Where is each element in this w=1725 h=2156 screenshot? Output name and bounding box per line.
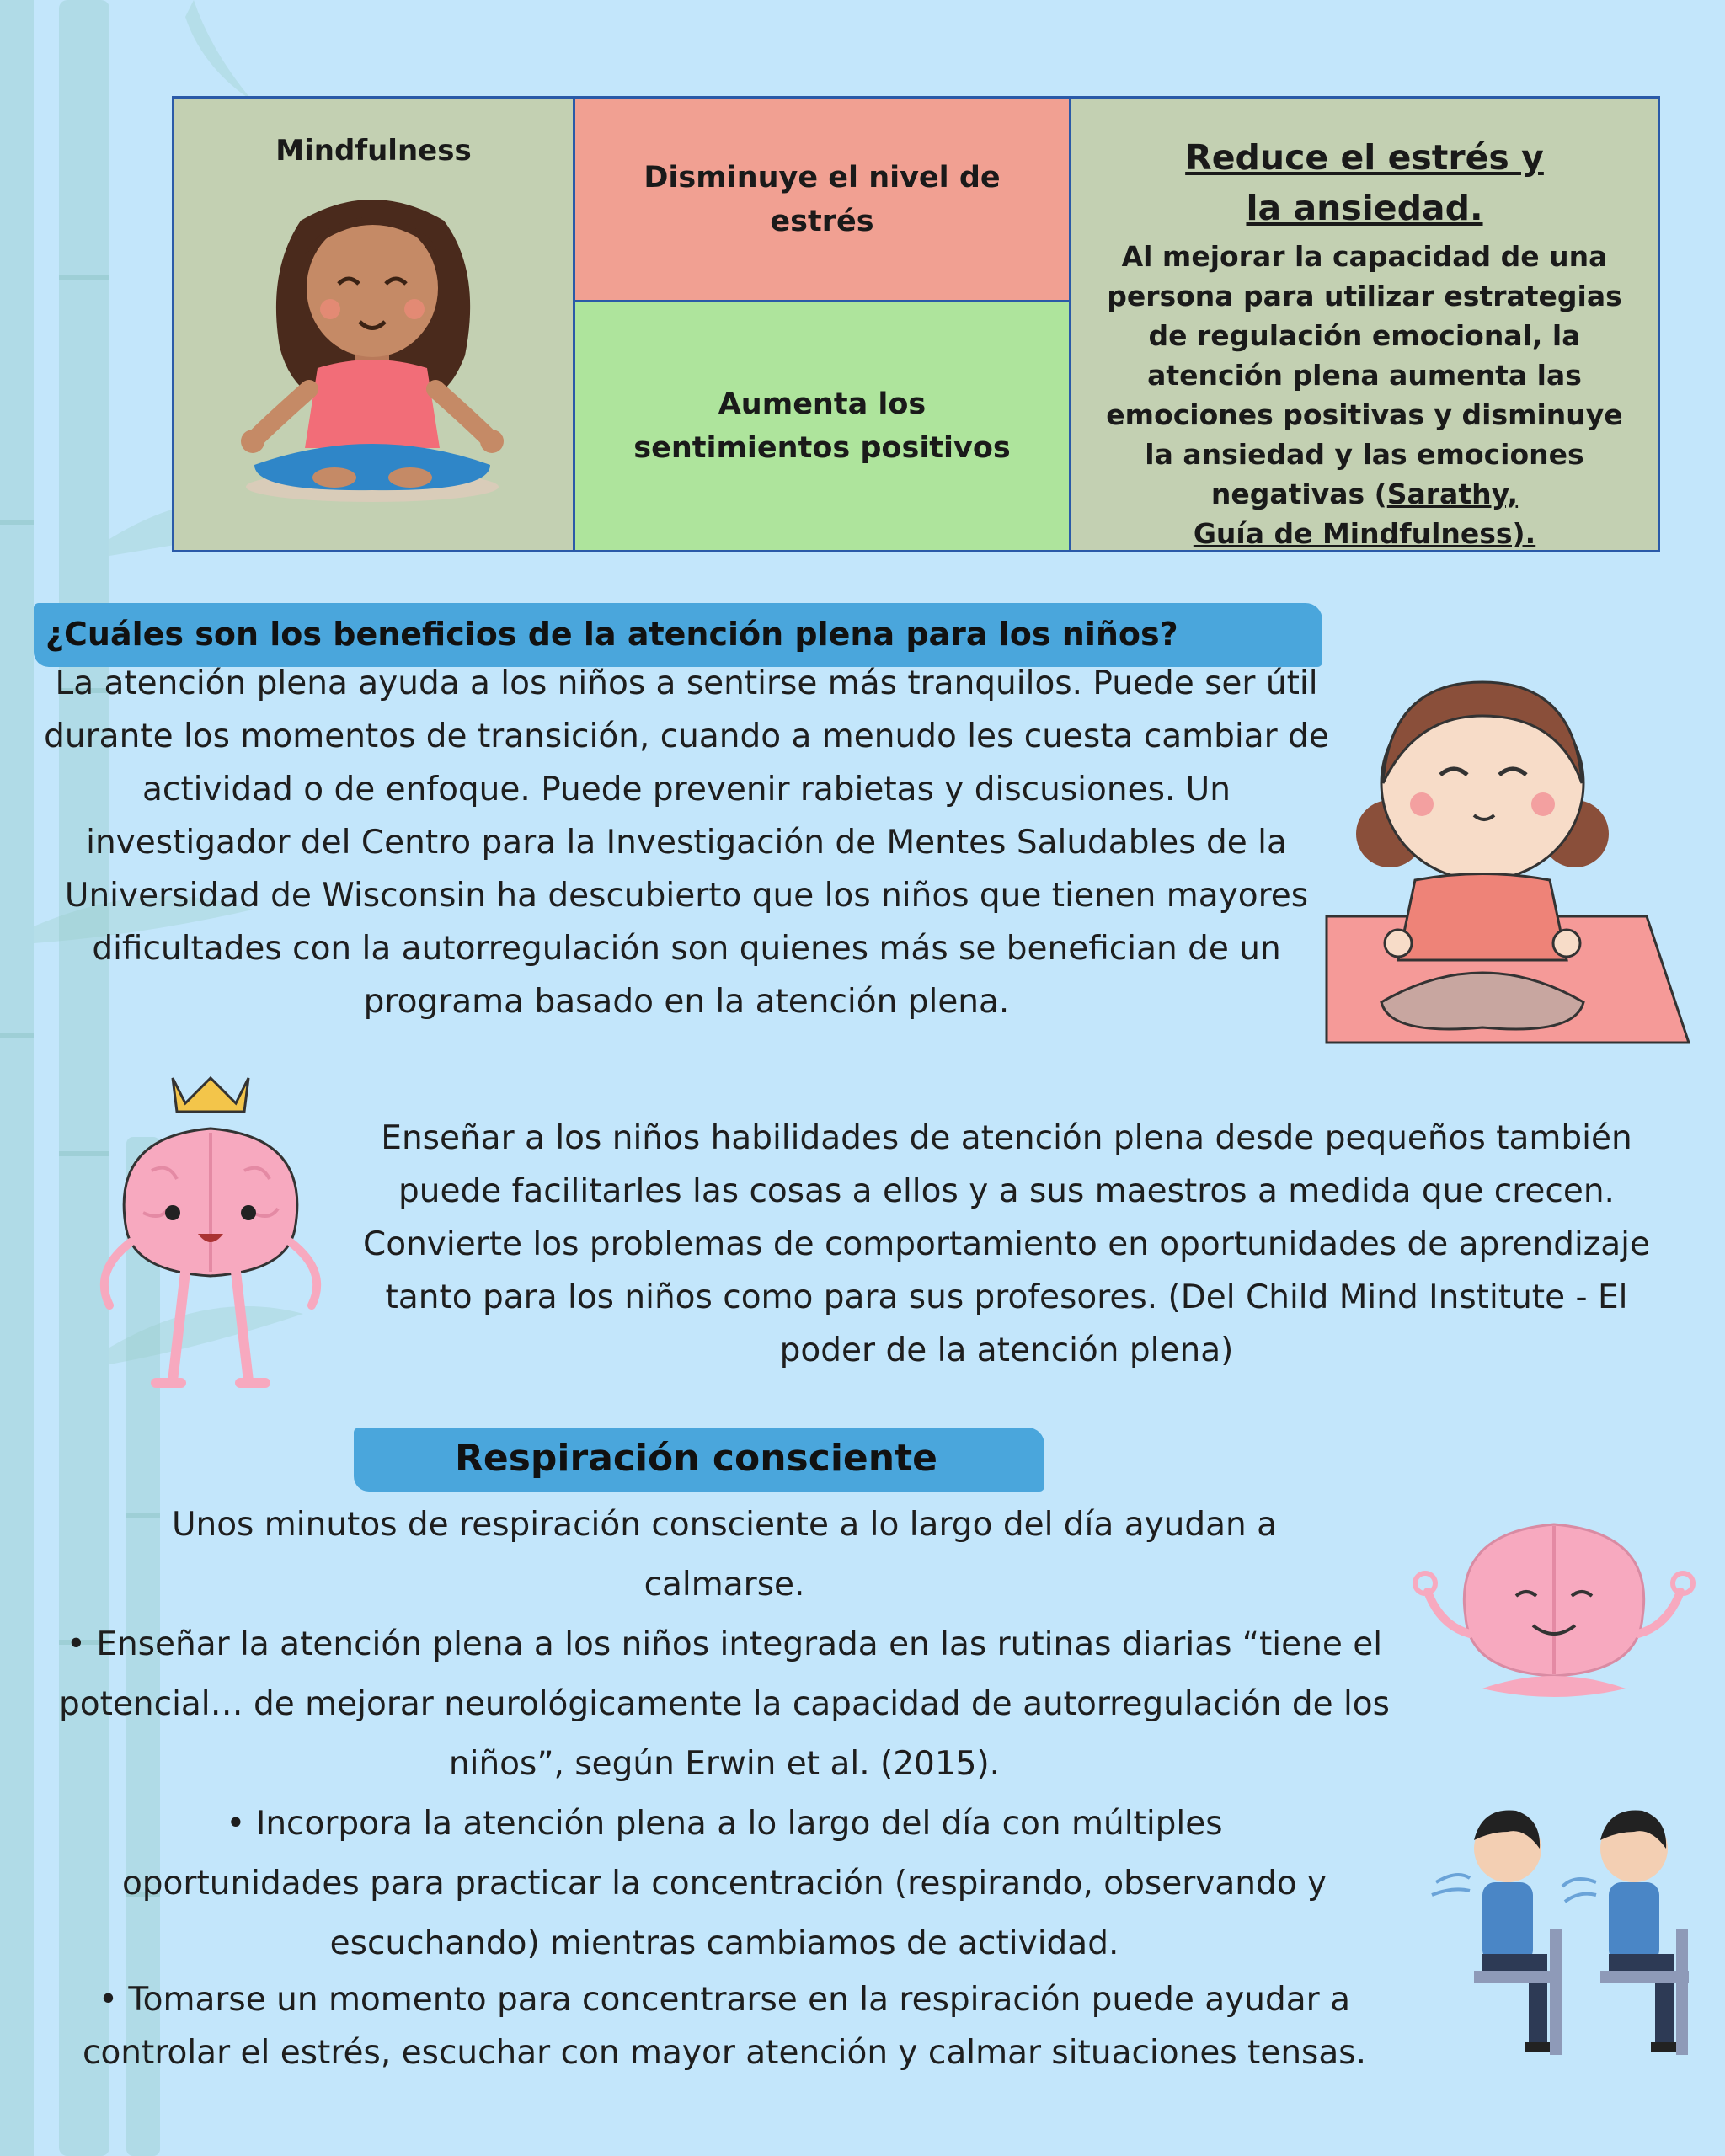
person-exhale xyxy=(1562,1810,1689,2055)
benefits-paragraph-1: La atención plena ayuda a los niños a sentirse más tranquilos. Puede ser útil durante los momentos de transición, cuando a menudo les cuesta cambiar de actividad o de enfoque. Puede prevenir rabietas y discusiones. Un investigador del Centro para la Investigación de Mentes Saludables de la Universidad de Wisconsin ha descubierto que los niños que tienen mayores dificultades con la autorregulación son quienes más se benefician de un programa basado en la atención plena. xyxy=(44,664,1329,1021)
benefits-heading: ¿Cuáles son los beneficios de la atención plena para los niños? xyxy=(45,616,1178,653)
reference-link-sarathy[interactable]: Sarathy, xyxy=(1386,478,1519,510)
reduce-body-text: Al mejorar la capacidad de una persona para utilizar estrategias de regulación emocional, la atención plena aumenta las emociones positivas y disminuye la ansiedad y las emociones negativas ( xyxy=(1106,240,1623,510)
breathing-text xyxy=(34,1495,1415,2079)
breathing-bullet-1: • Enseñar la atención plena a los niños integrada en las rutinas diarias “tiene el potencial… de mejorar neurológicamente la capacidad de autorregulación de los niños”, según Erwin et al. (2015). xyxy=(59,1625,1390,1783)
reduce-stress-title: Reduce el estrés y la ansiedad. xyxy=(1185,137,1544,228)
breathing-heading: Respiración consciente xyxy=(455,1437,937,1480)
breathing-bullet-2: • Incorpora la atención plena a lo largo del día con múltiples oportunidades para practicar la concentración (respirando, observando y escuchando) mientras cambiamos de actividad. xyxy=(121,1805,1327,1962)
breathing-bullet-3: • Tomarse un momento para concentrarse en la respiración puede ayudar a controlar el estrés, escuchar con mayor atención y calmar situaciones tensas. xyxy=(83,1981,1366,2072)
breathing-people-illustration xyxy=(1423,1802,1701,2072)
stress-cell xyxy=(573,96,1071,302)
mindfulness-cell xyxy=(172,96,575,552)
meditating-girl-illustration xyxy=(221,187,524,507)
mindfulness-label: Mindfulness xyxy=(275,134,472,168)
brain-with-crown-illustration xyxy=(93,1061,337,1398)
breathing-intro: Unos minutos de respiración consciente a lo largo del día ayudan a calmarse. xyxy=(171,1506,1278,1604)
reference-link-guide[interactable]: Guía de Mindfulness). xyxy=(1193,517,1536,550)
meditating-brain-illustration xyxy=(1407,1516,1701,1710)
positive-feelings-cell xyxy=(573,300,1071,552)
summary-table xyxy=(172,96,1658,552)
meditating-child-illustration xyxy=(1322,665,1693,1061)
reduce-stress-body xyxy=(1097,237,1632,553)
positive-cell-text: Aumenta los sentimientos positivos xyxy=(633,387,1011,465)
reduce-stress-cell xyxy=(1069,96,1660,552)
person-inhale xyxy=(1432,1810,1562,2055)
stress-cell-text: Disminuye el nivel de estrés xyxy=(644,160,1001,238)
benefits-paragraph-2: Enseñar a los niños habilidades de atención plena desde pequeños también puede facilitarles las cosas a ellos y a sus maestros a medida que crecen. Convierte los problemas de comportamiento en oportunidades de aprendizaje tanto para los niños como para sus profesores. (Del Child Mind Institute - El poder de la atención plena) xyxy=(363,1119,1650,1369)
